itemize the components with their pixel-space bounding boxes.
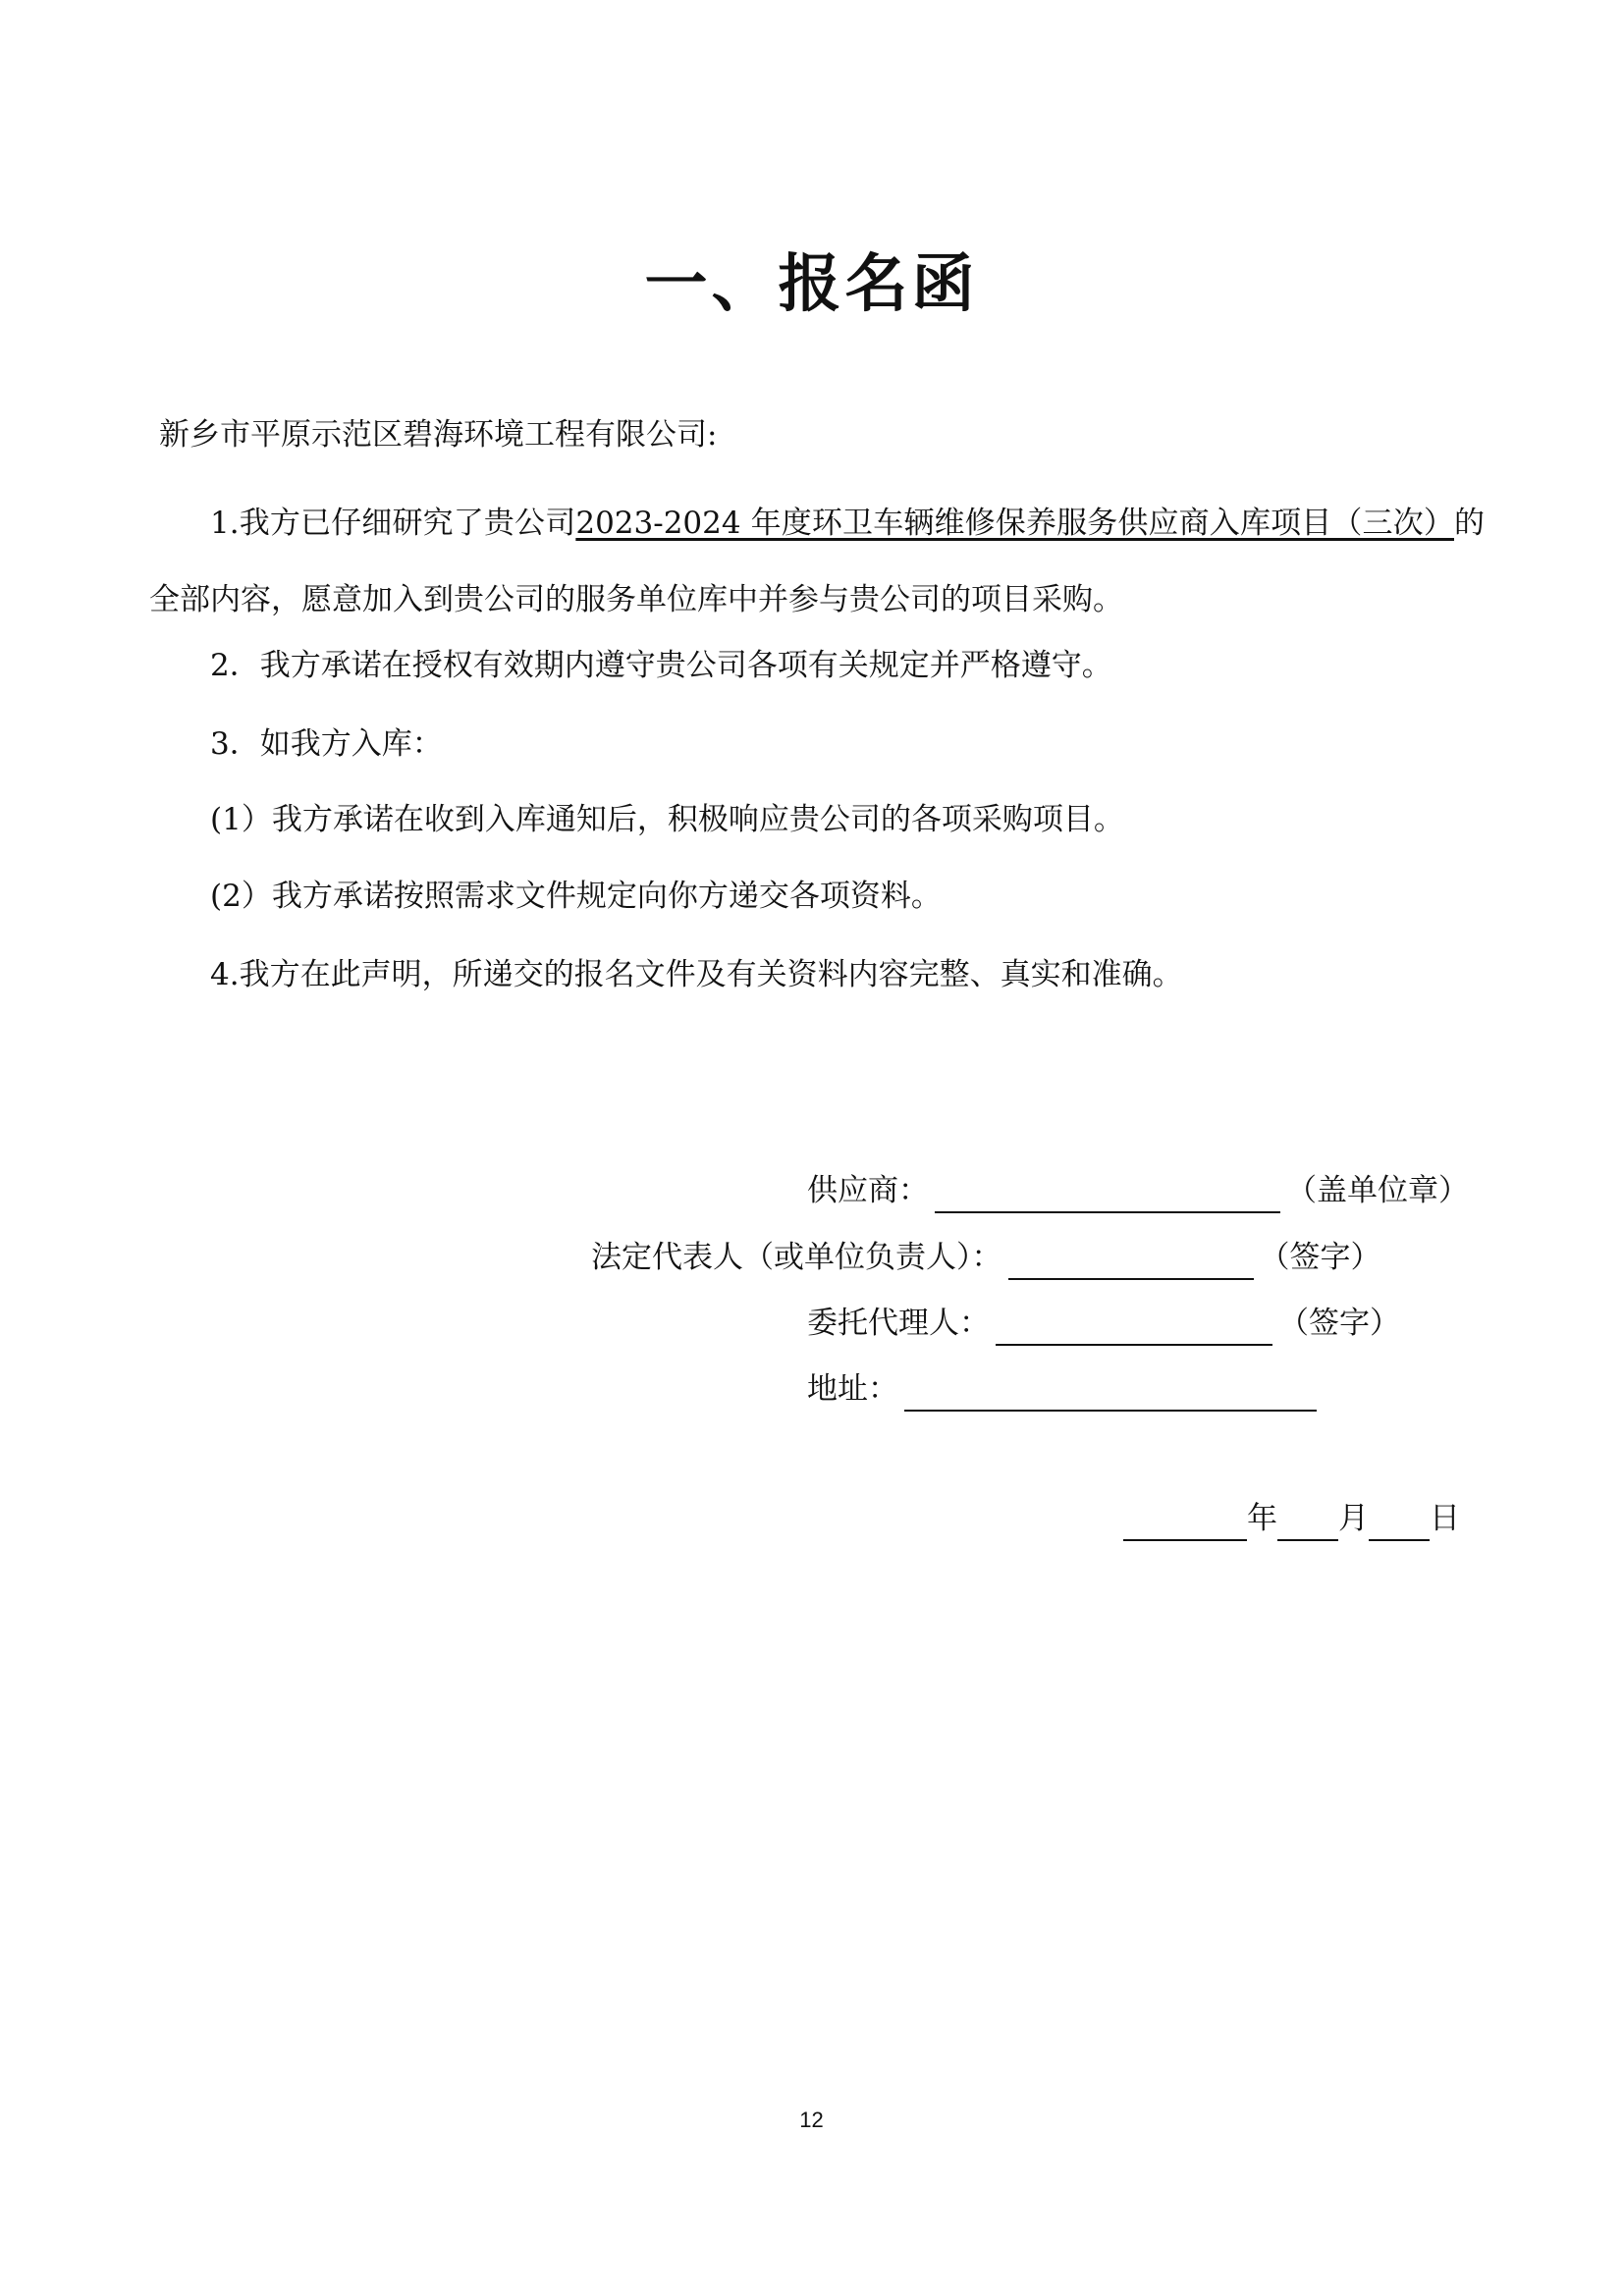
legal-rep-note: （签字） xyxy=(1259,1240,1381,1275)
day-blank[interactable] xyxy=(1369,1510,1430,1541)
agent-blank[interactable] xyxy=(996,1314,1272,1346)
agent-row xyxy=(807,1301,1400,1346)
item-1 xyxy=(149,485,1485,638)
page-title: 一、报名函 xyxy=(644,248,979,321)
month-blank[interactable] xyxy=(1277,1510,1338,1541)
supplier-label: 供应商： xyxy=(807,1173,929,1208)
item-3-2: (2）我方承诺按照需求文件规定向你方递交各项资料。 xyxy=(210,879,942,914)
address-row xyxy=(807,1366,1323,1412)
address-label: 地址： xyxy=(807,1371,898,1407)
legal-rep-label: 法定代表人（或单位负责人）： xyxy=(591,1240,1002,1275)
item-3-1: (1）我方承诺在收到入库通知后，积极响应贵公司的各项采购项目。 xyxy=(210,802,1124,837)
supplier-note: （盖单位章） xyxy=(1286,1173,1469,1208)
page-number: 12 xyxy=(799,2108,824,2132)
year-blank[interactable] xyxy=(1123,1510,1247,1541)
agent-note: （签字） xyxy=(1278,1306,1400,1341)
supplier-row xyxy=(807,1168,1469,1213)
address-blank[interactable] xyxy=(904,1380,1317,1412)
item-2: 2．我方承诺在授权有效期内遵守贵公司各项有关规定并严格遵守。 xyxy=(210,648,1112,683)
item-1-suffix: 的全部内容，愿意加入到贵公司的服务单位库中并参与贵公司的项目采购。 xyxy=(149,506,1485,617)
item-4: 4.我方在此声明，所递交的报名文件及有关资料内容完整、真实和准确。 xyxy=(210,957,1183,992)
legal-rep-blank[interactable] xyxy=(1008,1249,1254,1280)
supplier-blank[interactable] xyxy=(935,1182,1280,1213)
legal-rep-row xyxy=(591,1235,1381,1280)
date-row xyxy=(1123,1496,1460,1541)
year-label: 年 xyxy=(1247,1501,1277,1536)
agent-label: 委托代理人： xyxy=(807,1306,990,1341)
day-label: 日 xyxy=(1430,1501,1460,1536)
addressee: 新乡市平原示范区碧海环境工程有限公司: xyxy=(159,417,718,453)
item-1-project-name: 2023-2024 年度环卫车辆维修保养服务供应商入库项目（三次） xyxy=(575,506,1454,541)
month-label: 月 xyxy=(1338,1501,1369,1536)
item-3: 3．如我方入库： xyxy=(210,726,443,762)
item-1-prefix: 1.我方已仔细研究了贵公司 xyxy=(210,506,576,541)
